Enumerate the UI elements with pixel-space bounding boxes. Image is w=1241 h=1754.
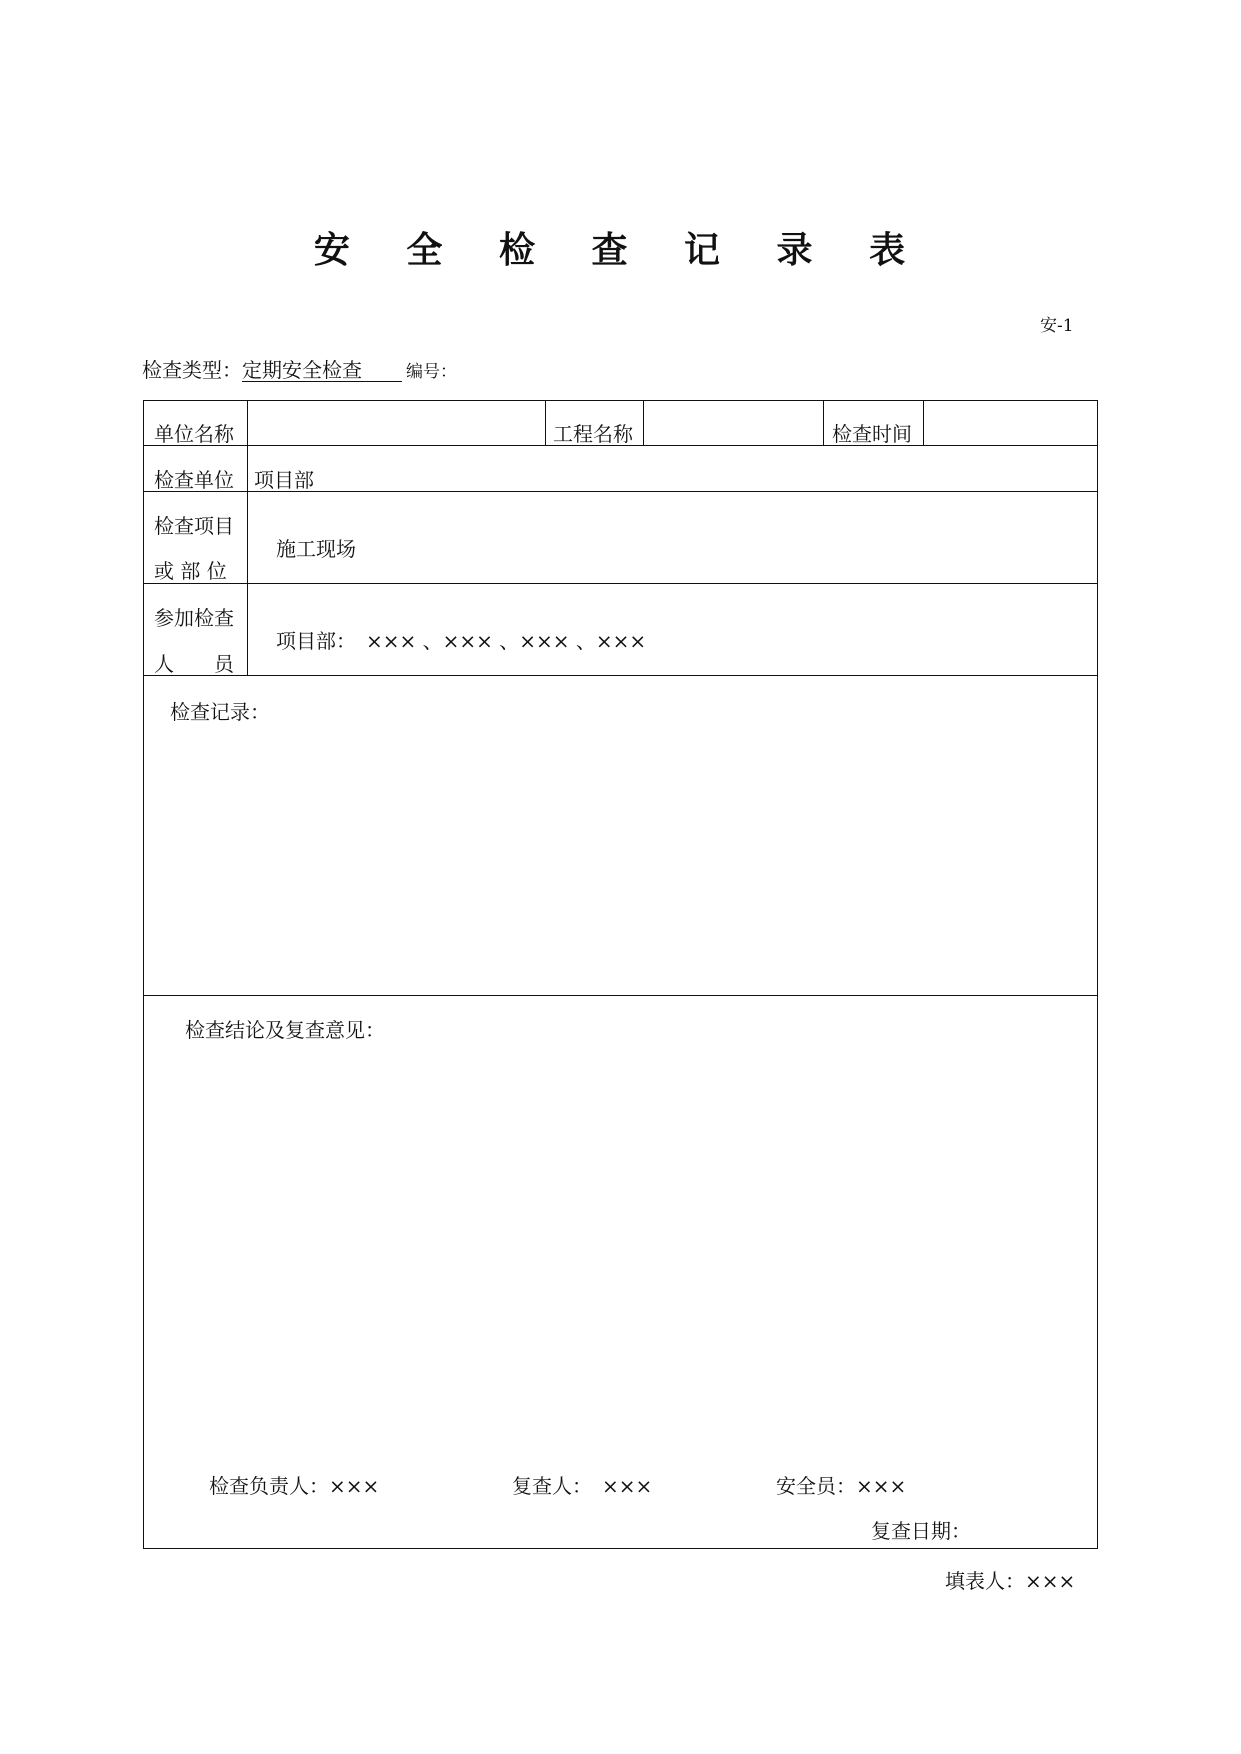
conclusion-label: 检查结论及复查意见： xyxy=(185,1018,385,1042)
safety-officer: 安全员：××× xyxy=(776,1474,907,1498)
inspection-record-content[interactable] xyxy=(160,735,1080,985)
project-name-label: 工程名称 xyxy=(553,422,633,446)
column-divider xyxy=(643,400,644,445)
review-date-label: 复查日期： xyxy=(871,1519,971,1543)
column-divider xyxy=(923,400,924,445)
participants-label-line2: 人 员 xyxy=(154,652,234,676)
inspection-type-value[interactable]: 定期安全检查 xyxy=(242,359,402,382)
column-divider xyxy=(823,400,824,445)
row-divider xyxy=(143,675,1098,676)
column-divider xyxy=(545,400,546,445)
inspecting-unit-value[interactable]: 项目部 xyxy=(254,468,314,492)
meta-line xyxy=(142,354,457,383)
inspection-item-value[interactable]: 施工现场 xyxy=(276,537,356,561)
unit-name-label: 单位名称 xyxy=(154,422,234,446)
form-filler: 填表人：××× xyxy=(945,1569,1076,1593)
row-divider xyxy=(143,995,1098,996)
inspection-time-label: 检查时间 xyxy=(832,422,912,446)
row-divider xyxy=(143,583,1098,584)
inspection-leader: 检查负责人：××× xyxy=(209,1474,380,1498)
document-title: 安 全 检 查 记 录 表 xyxy=(313,229,928,271)
inspection-item-label-line1: 检查项目 xyxy=(154,514,234,538)
inspection-item-label-line2: 或 部 位 xyxy=(154,559,227,583)
inspection-record-label: 检查记录： xyxy=(170,700,270,724)
conclusion-content[interactable] xyxy=(160,1050,1080,1450)
form-code: 安-1 xyxy=(1040,316,1074,336)
reviewer: 复查人： ××× xyxy=(512,1474,653,1498)
inspecting-unit-label: 检查单位 xyxy=(154,468,234,492)
label-column-divider xyxy=(247,400,248,675)
participants-label-line1: 参加检查 xyxy=(154,606,234,630)
participants-value[interactable]: 项目部： ××× 、××× 、××× 、××× xyxy=(276,629,647,653)
inspection-type-label: 检查类型： xyxy=(142,358,242,382)
number-label: 编号： xyxy=(406,362,457,382)
